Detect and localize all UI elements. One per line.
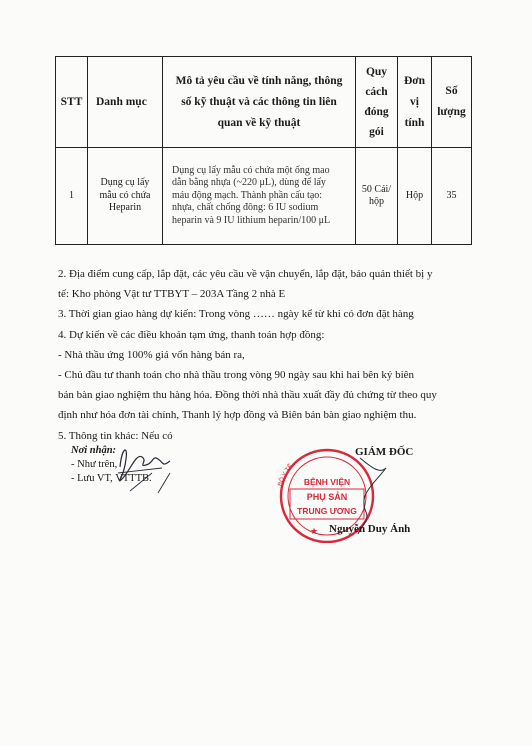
director-title: GIÁM ĐỐC: [355, 446, 414, 458]
header-don-vi: Đơn vị tính: [398, 57, 432, 148]
recipient-item: - Như trên,: [71, 459, 118, 470]
cell-so-luong: 35: [432, 148, 472, 245]
header-so-luong: Số lượng: [432, 57, 472, 148]
line-payment-1: - Chủ đầu tư thanh toán cho nhà thầu trong vòng 90 ngày sau khi hai bên ký biên: [58, 369, 415, 382]
table-header-row: [56, 57, 472, 148]
cell-danh-muc: Dụng cụ lấy mẫu có chứa Heparin: [88, 148, 163, 245]
stamp-side-text: BỘ Y TẾ: [277, 463, 295, 487]
recipient-item: - Lưu VT, VTTTB.: [71, 473, 152, 484]
line-advance: - Nhà thầu ứng 100% giá vốn hàng bán ra,: [58, 348, 245, 361]
line-delivery-location: 2. Địa điểm cung cấp, lắp đặt, các yêu cầu về vận chuyển, lắp đặt, bảo quản thiết bị y: [58, 268, 433, 280]
cell-mo-ta: Dụng cụ lấy mẫu có chứa một ống mao dẫn bằng nhựa (~220 μL), dùng để lấy máu động mạch. Thành phần cấu tạo: nhựa, chất chống đông: 6 IU sodium heparin và 9 IU lithium heparin/100 μL: [163, 148, 356, 245]
line-payment-2: bản bàn giao nghiệm thu hàng hóa. Đồng thời nhà thầu xuất đầy đủ chứng từ theo quy: [58, 389, 437, 402]
cell-quy-cach: 50 Cái/ hộp: [356, 148, 398, 245]
header-quy-cach: Quy cách đóng gói: [356, 57, 398, 148]
spec-table: [55, 56, 472, 245]
recipients-title: Nơi nhận:: [71, 445, 117, 456]
initials-signature: [112, 437, 182, 497]
cell-don-vi: Hộp: [398, 148, 432, 245]
director-name: Nguyễn Duy Ánh: [329, 523, 411, 535]
stamp-star-icon: ★: [309, 526, 319, 536]
line-payment-3: định như hóa đơn tài chính, Thanh lý hợp đồng và Biên bản bàn giao nghiệm thu.: [58, 409, 417, 422]
header-mo-ta: Mô tả yêu cầu về tính năng, thông số kỹ thuật và các thông tin liên quan về kỹ thuật: [163, 57, 356, 148]
stamp-line-3: TRUNG ƯƠNG: [297, 506, 357, 516]
line-delivery-time: 3. Thời gian giao hàng dự kiến: Trong vòng …… ngày kể từ khi có đơn đặt hàng: [58, 308, 414, 321]
stamp-line-1: BỆNH VIỆN: [303, 477, 351, 487]
line-payment-terms: 4. Dự kiến về các điều khoản tạm ứng, thanh toán hợp đồng:: [58, 328, 325, 341]
line-delivery-location-cont: tế: Kho phòng Vật tư TTBYT – 203A Tầng 2 nhà E: [58, 288, 286, 301]
cell-stt: 1: [56, 148, 88, 245]
table-row: [56, 148, 472, 245]
body-text: [58, 264, 476, 446]
header-stt: STT: [56, 57, 88, 148]
header-danh-muc: Danh mục: [88, 57, 163, 148]
stamp-line-2: PHỤ SẢN: [306, 492, 348, 502]
line-other-info: 5. Thông tin khác: Nếu có: [58, 429, 173, 442]
